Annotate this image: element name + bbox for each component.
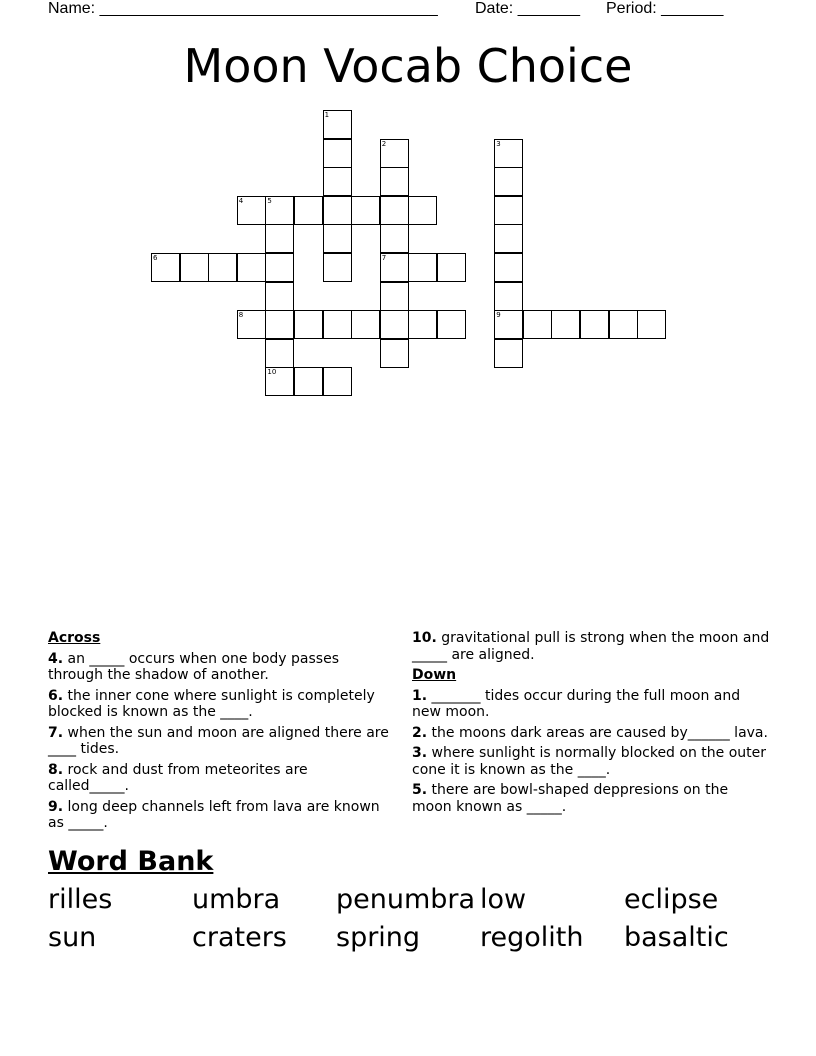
date-field-label[interactable]: Date: _______	[475, 0, 580, 17]
crossword-cell[interactable]	[208, 253, 237, 282]
crossword-cell[interactable]	[380, 167, 409, 196]
crossword-cell[interactable]	[380, 139, 409, 168]
crossword-cell[interactable]	[237, 310, 266, 339]
crossword-cell[interactable]	[265, 282, 294, 311]
clue-text: an _____ occurs when one body passes through the shadow of another.	[48, 650, 339, 683]
clue-across-8	[48, 762, 393, 795]
crossword-cell[interactable]	[323, 253, 352, 282]
clue-across-6	[48, 688, 393, 721]
clue-number: 4.	[48, 650, 64, 667]
clue-text: the moons dark areas are caused by______ lava.	[431, 724, 768, 741]
crossword-cell[interactable]	[323, 224, 352, 253]
clue-text: long deep channels left from lava are known as _____.	[48, 798, 380, 831]
crossword-cell[interactable]	[408, 253, 437, 282]
crossword-cell[interactable]	[380, 310, 409, 339]
clue-down-3	[412, 745, 772, 778]
crossword-cell[interactable]	[494, 253, 523, 282]
cell-number: 8	[238, 311, 244, 320]
clue-number: 5.	[412, 782, 428, 798]
crossword-cell[interactable]	[380, 339, 409, 368]
clue-text: gravitational pull is strong when the moon and _____ are aligned.	[412, 630, 770, 663]
crossword-cell[interactable]	[494, 339, 523, 368]
crossword-cell[interactable]	[323, 196, 352, 225]
word-bank-word: sun	[48, 922, 97, 953]
clue-across-9	[48, 799, 393, 832]
cell-number: 10	[267, 368, 277, 377]
name-field-label[interactable]: Name: ______________________________________	[48, 0, 438, 17]
crossword-cell[interactable]	[494, 167, 523, 196]
clue-number: 10.	[412, 630, 437, 646]
clue-across-7	[48, 725, 393, 758]
word-bank-word: penumbra	[336, 884, 476, 915]
crossword-cell[interactable]	[323, 167, 352, 196]
crossword-cell[interactable]	[551, 310, 580, 339]
crossword-cell[interactable]	[265, 310, 294, 339]
crossword-cell[interactable]	[323, 367, 352, 396]
crossword-cell[interactable]	[380, 253, 409, 282]
clue-number: 9.	[48, 798, 64, 815]
crossword-cell[interactable]	[408, 196, 437, 225]
clue-number: 3.	[412, 745, 428, 761]
crossword-cell[interactable]	[323, 310, 352, 339]
crossword-cell[interactable]	[380, 224, 409, 253]
word-bank-word: basaltic	[624, 922, 729, 953]
word-bank-word: spring	[336, 922, 421, 953]
crossword-cell[interactable]	[637, 310, 666, 339]
clues-column-left	[48, 630, 393, 836]
crossword-cell[interactable]	[294, 367, 323, 396]
page-title: Moon Vocab Choice	[183, 39, 633, 93]
clue-number: 7.	[48, 724, 64, 741]
clue-across-10	[412, 630, 772, 663]
cell-number: 9	[496, 311, 501, 320]
clues-column-right	[412, 630, 772, 819]
crossword-cell[interactable]	[494, 282, 523, 311]
clue-text: where sunlight is normally blocked on the outer cone it is known as the ____.	[412, 745, 767, 778]
crossword-cell[interactable]	[294, 196, 323, 225]
cell-number: 3	[496, 139, 501, 148]
crossword-cell[interactable]	[351, 196, 380, 225]
crossword-cell[interactable]	[494, 310, 523, 339]
crossword-cell[interactable]	[265, 224, 294, 253]
cell-number: 4	[238, 196, 244, 205]
clue-text: _______ tides occur during the full moon and new moon.	[412, 687, 741, 720]
crossword-cell[interactable]	[265, 367, 294, 396]
crossword-cell[interactable]	[294, 310, 323, 339]
crossword-cell[interactable]	[494, 224, 523, 253]
word-bank	[48, 882, 768, 958]
word-bank-title: Word Bank	[48, 846, 214, 877]
crossword-grid	[0, 0, 816, 420]
across-heading: Across	[48, 630, 101, 646]
clue-number: 1.	[412, 687, 428, 704]
word-bank-word: craters	[192, 922, 287, 953]
crossword-cell[interactable]	[408, 310, 437, 339]
crossword-cell[interactable]	[494, 196, 523, 225]
crossword-cell[interactable]	[609, 310, 638, 339]
crossword-cell[interactable]	[437, 310, 466, 339]
clue-number: 8.	[48, 761, 64, 778]
crossword-cell[interactable]	[265, 339, 294, 368]
crossword-cell[interactable]	[323, 139, 352, 168]
word-bank-word: eclipse	[624, 884, 719, 915]
crossword-cell[interactable]	[237, 253, 266, 282]
clue-text: the inner cone where sunlight is completely blocked is known as the ____.	[48, 687, 375, 720]
clue-text: there are bowl-shaped deppresions on the moon known as _____.	[412, 782, 729, 815]
cell-number: 1	[324, 111, 330, 119]
crossword-cell[interactable]	[437, 253, 466, 282]
clue-number: 2.	[412, 724, 428, 741]
crossword-cell[interactable]	[265, 196, 294, 225]
crossword-cell[interactable]	[151, 253, 180, 282]
period-field-label[interactable]: Period: _______	[606, 0, 724, 17]
crossword-cell[interactable]	[380, 282, 409, 311]
crossword-cell[interactable]	[323, 110, 352, 139]
word-bank-word: regolith	[480, 922, 584, 953]
crossword-cell[interactable]	[523, 310, 552, 339]
word-bank-word: rilles	[48, 884, 113, 915]
clue-down-2	[412, 725, 772, 742]
cell-number: 6	[153, 254, 158, 262]
down-heading: Down	[412, 667, 457, 683]
cell-number: 2	[381, 139, 387, 148]
crossword-cell[interactable]	[180, 253, 209, 282]
word-bank-word: umbra	[192, 884, 281, 915]
crossword-cell[interactable]	[380, 196, 409, 225]
clue-down-5	[412, 782, 772, 815]
crossword-cell[interactable]	[494, 139, 523, 168]
cell-number: 5	[267, 196, 272, 205]
crossword-cell[interactable]	[580, 310, 609, 339]
clue-across-4	[48, 651, 393, 684]
clue-text: when the sun and moon are aligned there are ____ tides.	[48, 724, 389, 757]
crossword-cell[interactable]	[237, 196, 266, 225]
clue-text: rock and dust from meteorites are called_____.	[48, 761, 308, 794]
crossword-cell[interactable]	[265, 253, 294, 282]
clue-down-1	[412, 688, 772, 721]
crossword-cell[interactable]	[351, 310, 380, 339]
word-bank-word: low	[480, 884, 527, 915]
cell-number: 7	[381, 254, 387, 262]
word-bank-row	[48, 920, 768, 958]
word-bank-row	[48, 882, 768, 920]
clue-number: 6.	[48, 687, 64, 704]
